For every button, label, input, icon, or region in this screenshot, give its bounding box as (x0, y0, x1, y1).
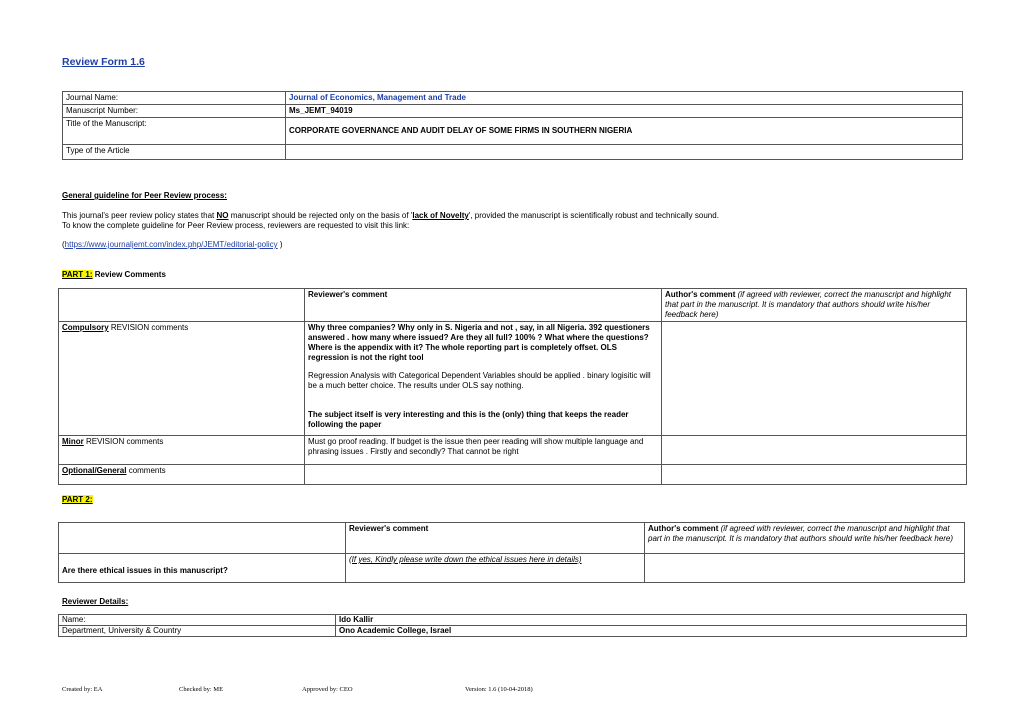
part2-author-header: Author's comment (if agreed with reviewer, correct the manuscript and highlight that part in the manuscript. It is mandatory that authors should write his/her feedback here) (645, 523, 965, 554)
part1-review-table (58, 288, 967, 485)
reviewer-dept-label: Department, University & Country (59, 626, 336, 637)
guideline-text (62, 211, 972, 231)
form-title: Review Form 1.6 (62, 56, 145, 68)
compulsory-comment (305, 322, 662, 436)
compulsory-author-response[interactable] (662, 322, 967, 436)
optional-comment[interactable] (305, 465, 662, 485)
optional-label: Optional/General comments (59, 465, 305, 485)
minor-label: Minor REVISION comments (59, 436, 305, 465)
part2-ethics-table (58, 522, 965, 583)
part1-tag: PART 1: (62, 270, 93, 279)
footer-created: Created by: EA (62, 686, 103, 693)
part1-author-header: Author's comment (if agreed with reviewer, correct the manuscript and highlight that part in the manuscript. It is mandatory that authors should write his/her feedback here) (662, 289, 967, 322)
compulsory-comment-p3: The subject itself is very interesting and this is the (only) thing that keeps the reader following the paper (308, 410, 629, 429)
article-type-label: Type of the Article (63, 145, 286, 160)
manuscript-number-label: Manuscript Number: (63, 105, 286, 118)
part1-reviewer-header: Reviewer's comment (305, 289, 662, 322)
guideline-line2: To know the complete guideline for Peer Review process, reviewers are requested to visit this link: (62, 221, 410, 230)
part2-label: PART 2: (62, 495, 93, 504)
reviewer-name-label: Name: (59, 615, 336, 626)
compulsory-label: Compulsory REVISION comments (59, 322, 305, 436)
manuscript-number-value: Ms_JEMT_94019 (286, 105, 963, 118)
reviewer-name-value: Ido Kallir (336, 615, 967, 626)
reviewer-details-table (58, 614, 967, 637)
compulsory-comment-p1: Why three companies? Why only in S. Nigeria and not , say, in all Nigeria. 392 questioners answered . how many where issued? Are they all full? 100% ? What where the questions? Where is the appendix with it? The whole reporting part is completely offset. OLS regression is not the right tool (308, 323, 650, 362)
article-type-value (286, 145, 963, 160)
manuscript-title-value: CORPORATE GOVERNANCE AND AUDIT DELAY OF SOME FIRMS IN SOUTHERN NIGERIA (286, 118, 963, 145)
optional-author-response[interactable] (662, 465, 967, 485)
journal-info-table (62, 91, 963, 160)
ethics-instruction[interactable]: (If yes, Kindly please write down the ethical issues here in details) (346, 554, 645, 583)
part2-reviewer-header: Reviewer's comment (346, 523, 645, 554)
journal-name-label: Journal Name: (63, 92, 286, 105)
ethics-author-response[interactable] (645, 554, 965, 583)
guideline-no: NO (216, 211, 229, 220)
minor-comment: Must go proof reading. If budget is the issue then peer reading will show multiple language and phrasing issues . Firstly and secondly? That cannot be right (305, 436, 662, 465)
reviewer-dept-value: Ono Academic College, Israel (336, 626, 967, 637)
footer-checked: Checked by: ME (179, 686, 224, 693)
guideline-heading: General guideline for Peer Review process: (62, 191, 227, 200)
editorial-policy-link[interactable]: https://www.journaljemt.com/index.php/JEMT/editorial-policy (64, 240, 278, 249)
compulsory-comment-p2: Regression Analysis with Categorical Dependent Variables should be applied . binary logisitic will be a much better choice. The results under OLS say nothing. (308, 371, 651, 390)
footer-version: Version: 1.6 (10-04-2018) (465, 686, 533, 693)
part1-empty-header (59, 289, 305, 322)
footer-approved: Approved by: CEO (302, 686, 353, 693)
ethics-question: Are there ethical issues in this manuscript? (59, 554, 346, 583)
part1-label: PART 1: Review Comments (62, 270, 166, 279)
journal-name-value: Journal of Economics, Management and Trade (286, 92, 963, 105)
guideline-novelty: lack of Novelty (412, 211, 469, 220)
guideline-link-line: (https://www.journaljemt.com/index.php/JEMT/editorial-policy ) (62, 240, 283, 249)
guideline-line1: This journal's peer review policy states that NO manuscript should be rejected only on the basis of 'lack of Novelty', provided the manuscript is scientifically robust and technically sound. (62, 211, 719, 220)
manuscript-title-label: Title of the Manuscript: (63, 118, 286, 145)
minor-author-response[interactable] (662, 436, 967, 465)
part2-empty-header (59, 523, 346, 554)
reviewer-details-heading: Reviewer Details: (62, 597, 129, 606)
